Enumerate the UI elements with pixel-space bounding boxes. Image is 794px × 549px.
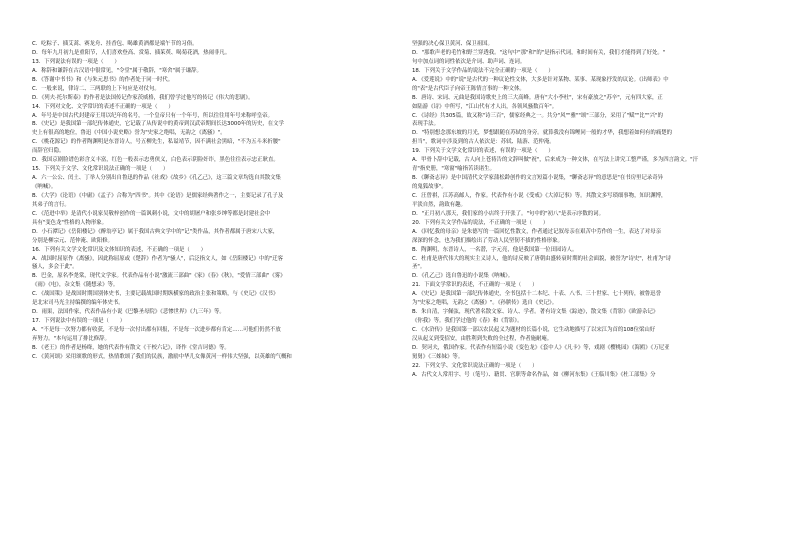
text-line: B．陶渊明，东晋诗人，一名潜，字元亮，他是我国第一位田园诗人。 xyxy=(412,246,578,253)
text-line: D．"正月初八那天，我们家的小店终于开张了。"句中的"初八"是表示序数的词。 xyxy=(412,210,604,217)
text-line: B．巴金，原名李尧棠，现代文学家。代表作品有小说"激流三部曲"《家》《春》《秋》，"爱情三部曲"《雾》 xyxy=(32,273,286,280)
text-line: C．《水浒传》是我国第一部以农民起义为题材的长篇小说，它生动地描写了以宋江为首的108位梁山好 xyxy=(412,327,656,333)
text-line: 坚强的决心保卫黄河、保卫祖国。 xyxy=(412,41,493,47)
left-column xyxy=(32,40,388,541)
text-line: 《雨》《电》，杂文集《随想录》等。 xyxy=(32,282,119,289)
text-line: 《呐喊》。 xyxy=(32,184,57,190)
text-line: 分别是柳宗元、范仲淹、欧阳修。 xyxy=(32,237,113,244)
text-line: 句中加点词的词性依次是介词、助声词、连词。 xyxy=(412,58,526,65)
text-line: A．甲骨卜辞中记载，古人向上苍祷告的文辞叫做"祝"，后来成为一种文体，在写法上讲究工整严谨，多为四言韵文。"汗 xyxy=(412,157,699,164)
text-line: D．"特别想念那东坡的月光，梦想跟随在苏轼的身旁。就算我没有锦鲤同一般的才华，我想着如何有的痛楚的 xyxy=(412,130,672,137)
text-line: 19．下列关于文学文化常识的表述，有误的一项是（ ） xyxy=(412,148,554,155)
text-line: C．汪曾祺，江苏高邮人，作家。代表作有小说《受戒》《大淖记事》等。其散文多写琐细事物，知识渊博， xyxy=(412,192,667,199)
text-line: A．古代文人常用字、号（笔号）、籍贯、官职等命名作品，如《柳河东集》《王临川集》《杜工部集》分 xyxy=(412,371,656,378)
text-line: A．战国时屈原作《离骚》，因此称屈原或《楚辞》作者为"骚人"，后泛指文人，如《岳阳楼记》中的"迁客 xyxy=(32,255,284,262)
text-line: 的"表"是古代臣子向帝王陈情言事的一种文体。 xyxy=(412,85,525,92)
text-line: A．《回忆我的母亲》是朱德写的一篇回忆性散文，作者通过记叙母亲在艰苦中劳作的一生，表达了对母亲 xyxy=(412,228,661,235)
text-line: 而辞官归隐。 xyxy=(32,148,65,155)
text-line: 的鬼狐故事"。 xyxy=(412,184,447,190)
text-line: 18．下列关于文学作品的说法不完全正确的一项是（ ） xyxy=(412,67,554,74)
text-line: B．《答谢中书书》和《与朱元思书》的作者处于同一时代。 xyxy=(32,76,174,83)
text-line: 骚人，多会于此"。 xyxy=(32,264,78,271)
text-line: C．《诗经》共305篇，故又称"诗三百"，儒家经典之一。共分"风""雅""颂"三部分，采用了"赋""比""兴"的 xyxy=(412,112,663,119)
text-line: A．六一公公、闰土、丁举人分别出自鲁迅的作品《社戏》《故乡》《孔乙己》，这三篇文章均选自其散文集 xyxy=(32,175,281,182)
text-line: C．《黄河颂》采用颂歌的形式，热情歌颂了我们的民族，激励中华儿女像黄河一样伟大坚强，以英雄的气概和 xyxy=(32,353,292,360)
right-column xyxy=(412,40,768,541)
text-line: D．《孔乙己》选自鲁迅的小说集《呐喊》。 xyxy=(412,273,514,280)
text-line: D．小石潭记》《岳阳楼记》《醉翁亭记》属于我国古典文学中的"记"类作品，其作者都属于唐宋八大家， xyxy=(32,228,279,235)
text-line: 17．下列说法中有误的一项是（ ） xyxy=(32,318,126,325)
text-line: D．《列夫·托尔斯泰》的作者是法国传记作家茨威格，我们曾学过他写的传记《伟大的悲剧》。 xyxy=(32,94,254,101)
text-line: C．《桃花源记》的作者陶渊明是东晋诗人，号五柳先生，私谥靖节，因不满社会黑暗，"不为五斗米折腰" xyxy=(32,139,281,146)
text-line: 表现手法。 xyxy=(412,121,439,128)
text-line: 20．下列有关文学作品的说法，不正确的一项是（ ） xyxy=(412,219,549,226)
text-line: 21．下面文学常识的表述，不正确的一项是（ ） xyxy=(412,282,538,289)
text-line: D．契诃夫，俄国作家。代表作有短篇小说《变色龙》《套中人》《凡卡》等，戏剧《樱桃园》《海鸥》《万尼亚 xyxy=(412,344,670,351)
text-line: A．《爱莲说》中的"说"是古代的一种议论性文体，大多是针对某物、某事、某现象抒发的议论。《出师表》中 xyxy=(412,76,669,83)
text-line: A．《史记》是我国第一部纪传体通史，全书包括十二本纪、十表、八书、三十世家、七十列传，被鲁迅誉 xyxy=(412,291,661,298)
text-line: 16．下列有关文学文化常识及文体知识的表述，不正确的一项是（ ） xyxy=(32,246,206,253)
text-line: C．《战国策》是战国时期国别体史书，主要记载战国时期纵横家的政治主张和策略，与《史记》《汉书》 xyxy=(32,291,279,298)
text-line: D．雨果，法国作家，代表作品有小说《巴黎圣母院》《悲惨世界》《九三年》等。 xyxy=(32,309,225,316)
text-line: B．《聊斋志异》是中国清代文学家蒲松龄创作的文言短篇小说集，"聊斋志异"的意思是"在书房里记录奇异 xyxy=(412,175,664,182)
text-line: 圣"。 xyxy=(412,264,426,271)
text-line: 平淡自然，韵致有趣。 xyxy=(412,201,466,208)
text-line: 舅舅》《三姊妹》等。 xyxy=(412,353,464,360)
text-line: 14．下列对文化、文学常识的表述不正确的一项是（ ） xyxy=(32,103,174,110)
text-line: D．我国京剧脸谱色彩含义丰富，红色一般表示忠勇侠义，白色表示阴险奸诈，黑色往往表示忠正耿直。 xyxy=(32,157,279,164)
text-line: 青"指史册，"寒窗"喻指苦读诸生。 xyxy=(412,166,495,173)
text-line: A．称辞和谦辞在古汉语中很常见，"令堂"属于敬辞，"寒舍"属于谦辞。 xyxy=(32,67,202,74)
text-line: 深深的怀念，也为我们描绘出了劳动人民坚韧不拔的性格形象。 xyxy=(412,237,563,244)
text-line: D．每年九月初九是重阳节，人们喜欢登高、赏菊、插茱萸、喝菊花酒，热闹非凡。 xyxy=(32,49,231,56)
text-line: 13．下列说法有误的一项是（ ） xyxy=(32,58,120,65)
text-line: 是北宋司马光主持编撰的编年体史书。 xyxy=(32,300,124,307)
text-line: 如陆游《诗》中所写，"江山代有才人出，各领风骚数百年"。 xyxy=(412,103,558,110)
text-line: C．一般来说，律诗二、三两联的上下句应是对仗句。 xyxy=(32,85,160,92)
text-line: B．朱自清，字佩弦，现代著名散文家、诗人、学者。著有诗文集《踪迹》，散文集《背影》《欧游杂记》 xyxy=(412,309,659,316)
text-line: 《你我》等。我们学过他的《春》和《背影》。 xyxy=(412,318,523,325)
text-line: C．《范进中举》是清代小说家吴敬梓创作的一篇讽刺小说，文中的胡屠户和张乡绅等都是封建社会中 xyxy=(32,210,271,217)
text-line: 汉从起义到受招安，由胜利到失败的全过程，作者施耐庵。 xyxy=(412,335,553,342)
text-line: B．《史记》是我国第一部纪传体通史，它记载了从传说中的黄帝到汉武帝期间长达3000年的历史，在文学 xyxy=(32,121,284,128)
text-line: 15．下列关于文学、文化常识说法正确的一项是（ ） xyxy=(32,166,169,173)
text-line: 史上有很高的地位，鲁迅《中国小说史略》誉为"史家之绝唱，无韵之《离骚》"。 xyxy=(32,130,226,137)
text-line: B．《老王》的作者是杨绛，她的代表作有散文《干校六记》，译作《堂吉诃德》等。 xyxy=(32,344,230,351)
text-line: 具有"变色龙"性格的人物形象。 xyxy=(32,219,108,226)
text-line: B．《大学》《论语》《中庸》《孟子》合称为"四书"。其中《论语》是儒家经典著作之一，主要记录了孔子及 xyxy=(32,192,284,199)
text-line: B．唐诗、宋词、元曲是我国诗歌史上的三大高峰。唐有"大小李杜"，宋有豪放之"苏辛"，元有四大家，正 xyxy=(412,94,663,101)
text-line: 弃努力。"本句运用了排比修辞。 xyxy=(32,335,110,342)
text-line: 担当"，歌词中涉及到的古人依次是：苏轼、陆游、范仲淹。 xyxy=(412,139,555,146)
text-line: C．杜甫是唐代伟大的现实主义诗人，他的诗反映了唐朝由盛转衰时期的社会面貌，被誉为"诗史"，杜甫为"诗 xyxy=(412,255,672,262)
text-line: 22．下列文学、文化常识说法正确的一项是（ ） xyxy=(412,362,538,369)
text-line: A．"不是每一次努力都有收获，不是每一次付出都有回报，不是每一次进步都有肯定……可他们仍然不放 xyxy=(32,327,281,333)
text-line: C．吃粽子、插艾蒿、赛龙舟、挂香包、喝雄黄酒都是端午节的习俗。 xyxy=(32,41,198,47)
text-line: A．年号是中国古代封建帝王用以纪年的名号，一个皇帝只有一个年号，所以往往用年号来称呼皇帝。 xyxy=(32,112,273,119)
text-line: D．"那歌声老的毛竹和野兰穿透我。"这句中"那"和"的"是指示代词，和时间有关，我们才能得到了好处。" xyxy=(412,49,666,56)
text-line: 其弟子的言行。 xyxy=(32,201,70,208)
text-line: 为"史家之绝唱，无韵之《离骚》"。《孙膑传》选自《史记》。 xyxy=(412,300,558,307)
